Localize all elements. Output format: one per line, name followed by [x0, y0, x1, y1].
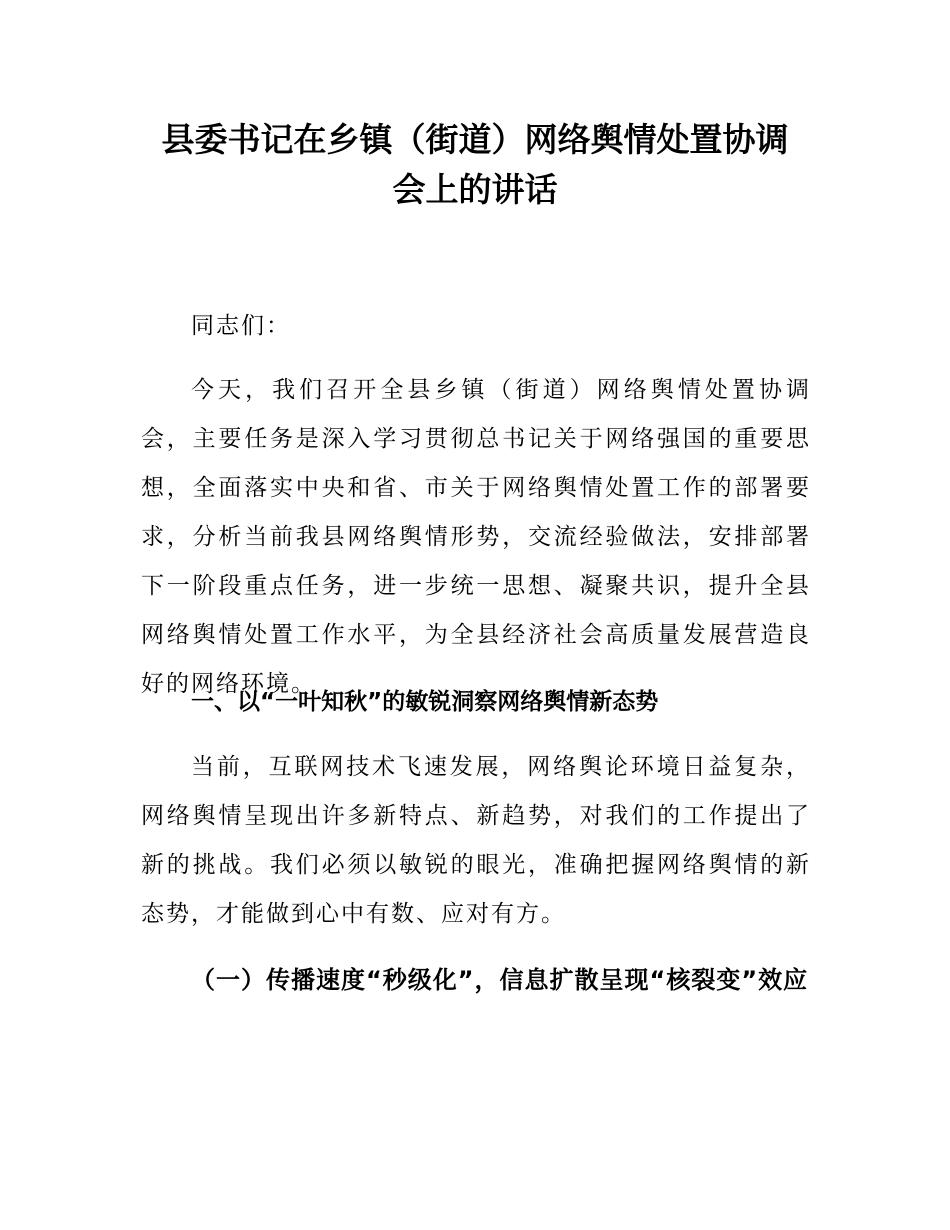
intro-paragraph: 今天，我们召开全县乡镇（街道）网络舆情处置协调会，主要任务是深入学习贯彻总书记关于网络强国的重要思想，全面落实中央和省、市关于网络舆情处置工作的部署要求，分析当前我县网络舆情形势，交流经验做法，安排部署下一阶段重点任务，进一步统一思想、凝聚共识，提升全县网络舆情处置工作水平，为全县经济社会高质量发展营造良好的网络环境。 — [141, 377, 811, 697]
subsection-heading-1: （一）传播速度“秒级化”，信息扩散呈现“核裂变”效应 — [191, 966, 809, 994]
document-title-line-1: 县委书记在乡镇（街道）网络舆情处置协调 — [161, 120, 789, 159]
document-title-line-2: 会上的讲话 — [392, 170, 558, 209]
greeting: 同志们： — [191, 313, 291, 339]
section-heading-1: 一、以“一叶知秋”的敏锐洞察网络舆情新态势 — [191, 689, 659, 715]
section-1-paragraph: 当前，互联网技术飞速发展，网络舆论环境日益复杂，网络舆情呈现出许多新特点、新趋势，对我们的工作提出了新的挑战。我们必须以敏锐的眼光，准确把握网络舆情的新态势，才能做到心中有数、应对有方。 — [141, 754, 811, 927]
